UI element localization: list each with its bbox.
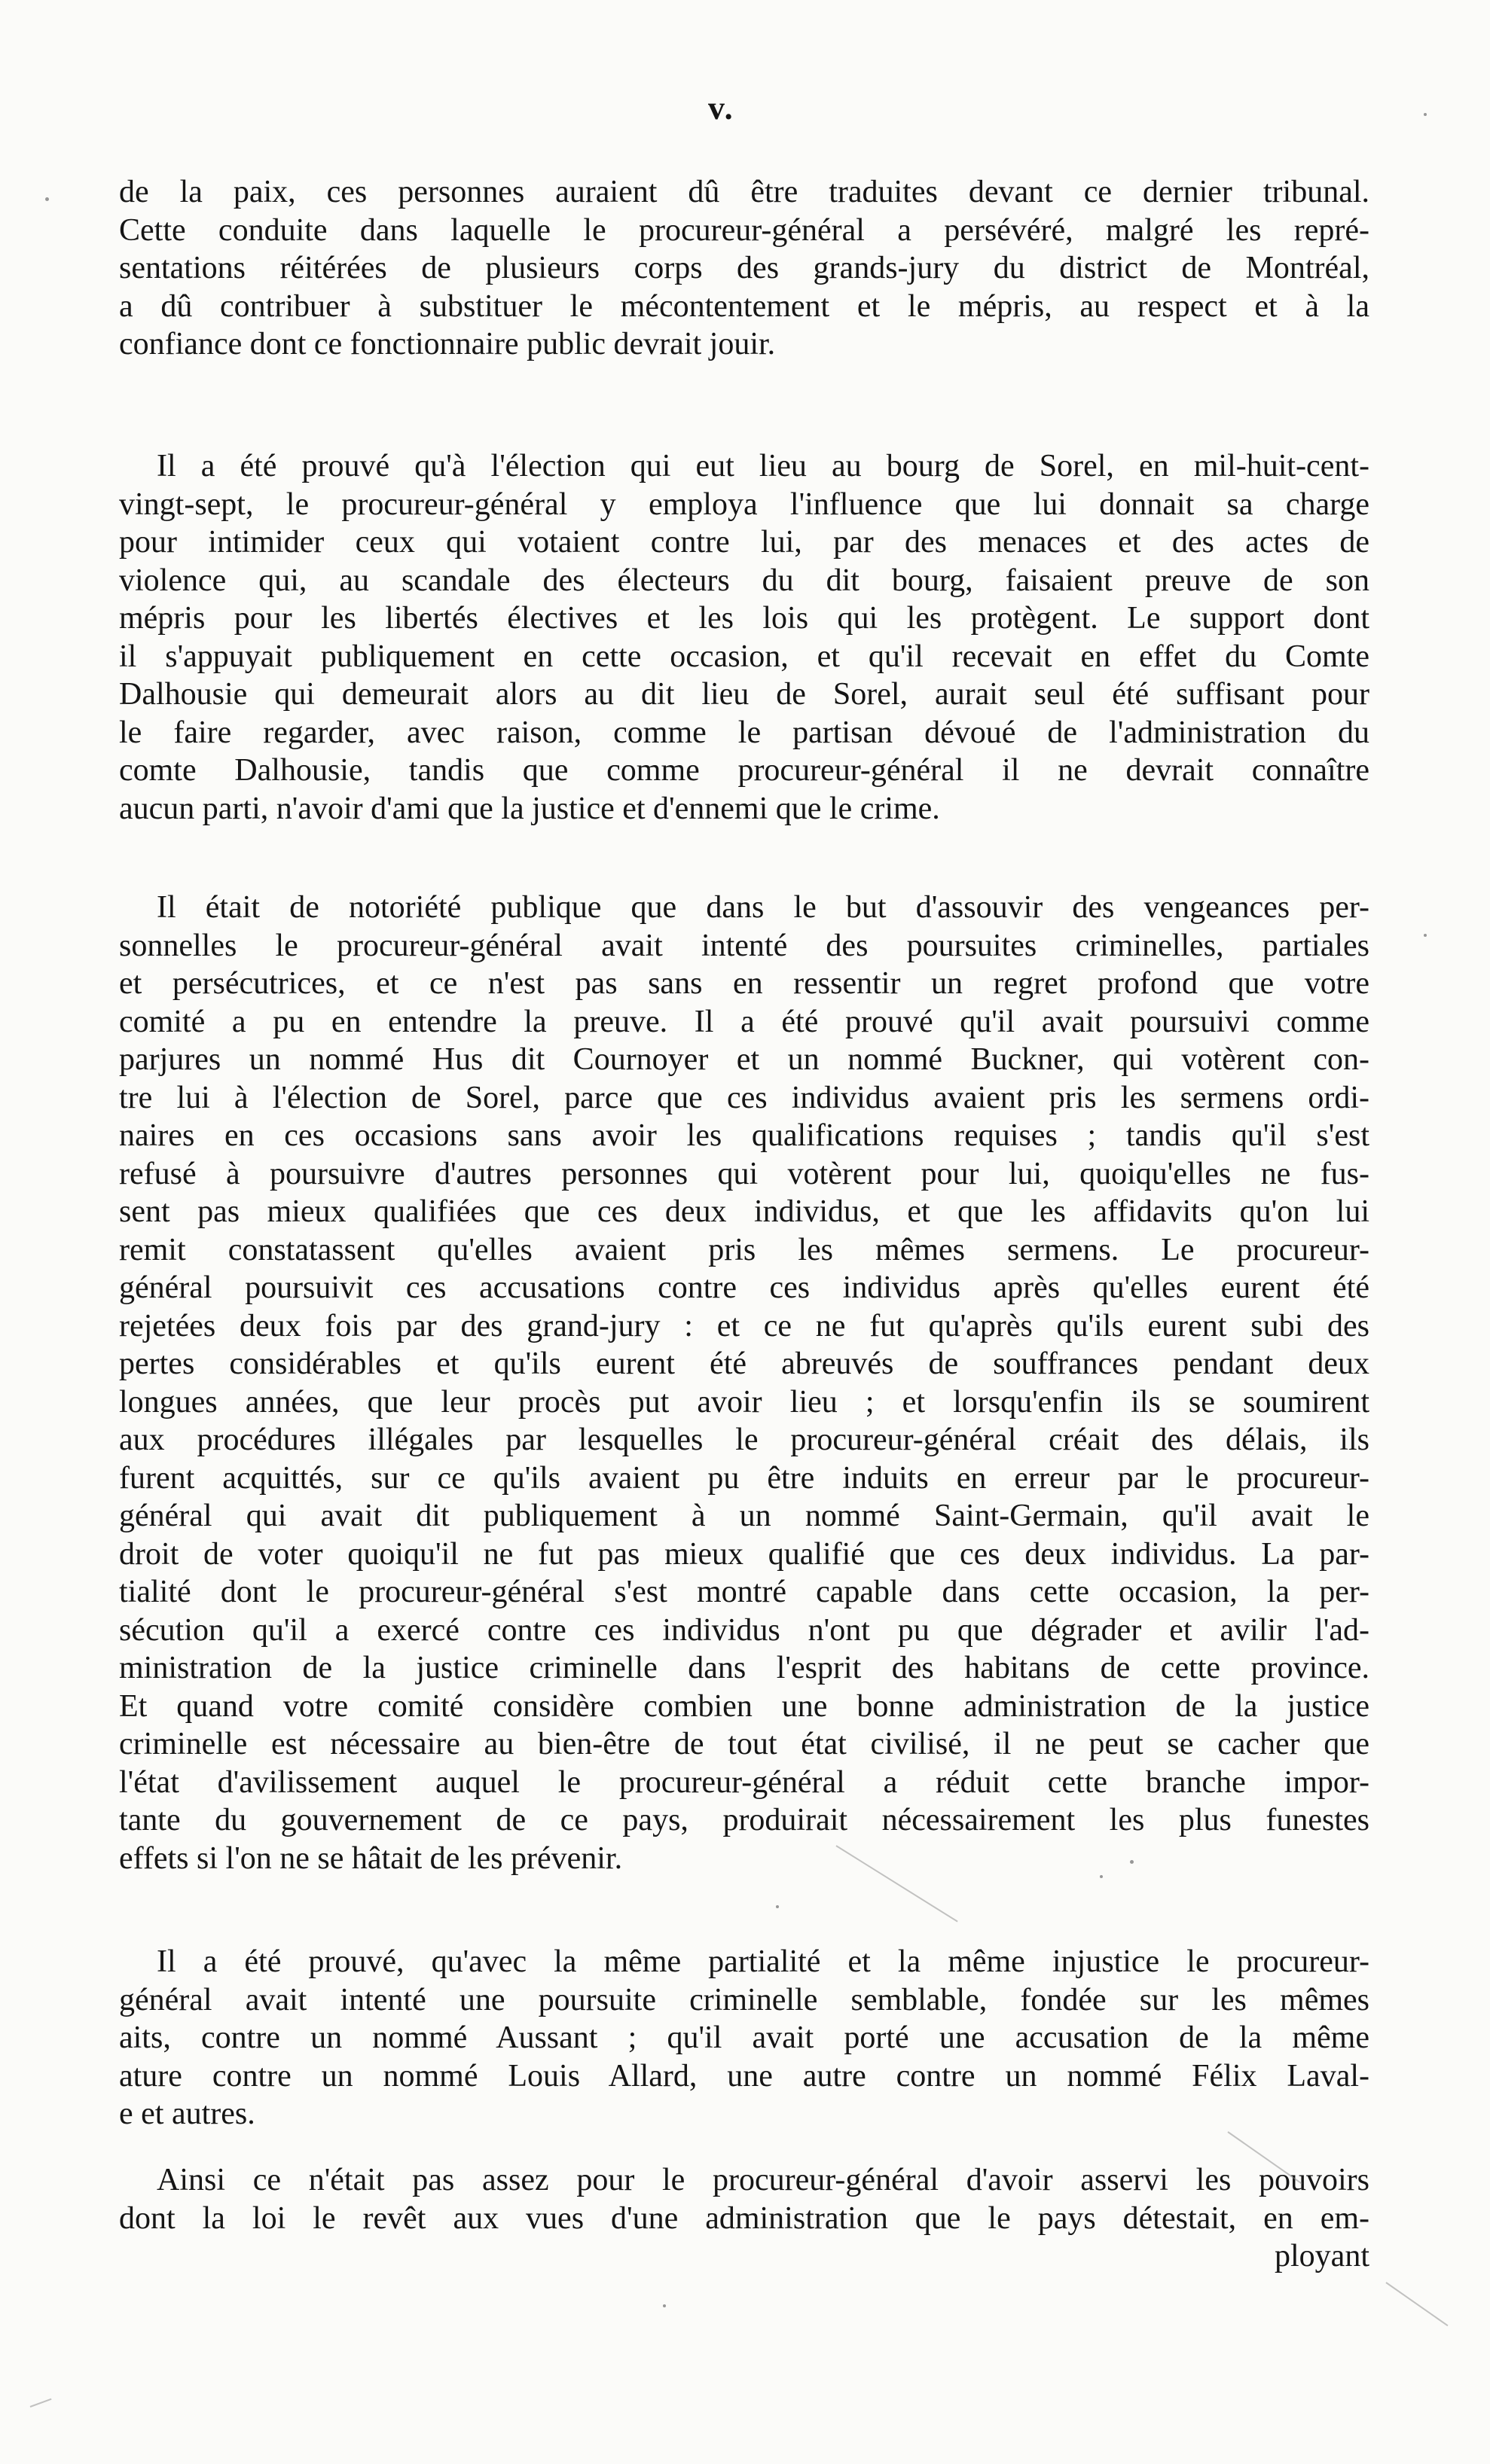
text-line: l'état d'avilissement auquel le procureur-général a réduit cette branche impor-: [119, 1764, 1369, 1800]
text-line: le faire regarder, avec raison, comme le partisan dévoué de l'administration du: [119, 715, 1369, 750]
text-line: Et quand votre comité considère combien une bonne administration de la justice: [119, 1688, 1369, 1724]
text-line: Il était de notoriété publique que dans le but d'assouvir des vengeances per-: [157, 890, 1369, 925]
text-line: Il a été prouvé qu'à l'élection qui eut lieu au bourg de Sorel, en mil-huit-cent-: [157, 449, 1369, 483]
text-line: pour intimider ceux qui votaient contre lui, par des menaces et des actes de: [119, 525, 1369, 560]
text-line: Cette conduite dans laquelle le procureur-général a persévéré, malgré les repré-: [119, 212, 1369, 248]
text-line: Il a été prouvé, qu'avec la même partialité et la même injustice le procureur-: [157, 1944, 1369, 1979]
text-line: de la paix, ces personnes auraient dû être traduites devant ce dernier tribunal.: [119, 175, 1369, 209]
paragraph-4: [119, 1943, 1369, 2133]
text-line: général qui avait dit publiquement à un nommé Saint-Germain, qu'il avait le: [119, 1499, 1369, 1533]
text-line: aux procédures illégales par lesquelles le procureur-général créait des délais, ils: [119, 1423, 1369, 1457]
text-line: criminelle est nécessaire au bien-être de tout état civilisé, il ne peut se cacher que: [119, 1727, 1369, 1761]
scan-streak: [1385, 2282, 1448, 2326]
text-line: ministration de la justice criminelle dans l'esprit des habitans de cette province.: [119, 1651, 1369, 1685]
text-line: a dû contribuer à substituer le mécontentement et le mépris, au respect et à la: [119, 288, 1369, 324]
text-line: parjures un nommé Hus dit Cournoyer et un nommé Buckner, qui votèrent con-: [119, 1042, 1369, 1077]
text-line: sécution qu'il a exercé contre ces individus n'ont pu que dégrader et avilir l'ad-: [119, 1612, 1369, 1648]
text-line: effets si l'on ne se hâtait de les prévenir.: [119, 1840, 623, 1876]
scan-speck: [1130, 1860, 1134, 1864]
text-line: furent acquittés, sur ce qu'ils avaient pu être induits en erreur par le procureur-: [119, 1460, 1369, 1496]
scan-speck: [663, 2304, 666, 2307]
text-line: vingt-sept, le procureur-général y employa l'influence que lui donnait sa charge: [119, 486, 1369, 522]
text-line: aucun parti, n'avoir d'ami que la justice et d'ennemi que le crime.: [119, 791, 940, 826]
paragraph-3: [119, 889, 1369, 1877]
text-line: violence qui, au scandale des électeurs du dit bourg, faisaient preuve de son: [119, 563, 1369, 598]
scan-speck: [45, 197, 49, 201]
text-line: général poursuivit ces accusations contre ces individus après qu'elles eurent été: [119, 1270, 1369, 1305]
text-line: général avait intenté une poursuite criminelle semblable, fondée sur les mêmes: [119, 1982, 1369, 2017]
text-line: refusé à poursuivre d'autres personnes qui votèrent pour lui, quoiqu'elles ne fus-: [119, 1156, 1369, 1191]
catchword: ployant: [1275, 2239, 1369, 2273]
text-line: naires en ces occasions sans avoir les qualifications requises ; tandis qu'il s'est: [119, 1118, 1369, 1153]
text-line: ature contre un nommé Louis Allard, une autre contre un nommé Félix Laval-: [119, 2058, 1369, 2093]
scan-speck: [776, 1905, 779, 1908]
text-line: comte Dalhousie, tandis que comme procureur-général il ne devrait connaître: [119, 753, 1369, 788]
text-line: aits, contre un nommé Aussant ; qu'il avait porté une accusation de la même: [119, 2020, 1369, 2055]
scan-speck: [1424, 934, 1427, 937]
text-line: Ainsi ce n'était pas assez pour le procureur-général d'avoir asservi les pouvoirs: [157, 2163, 1369, 2197]
text-line: comité a pu en entendre la preuve. Il a été prouvé qu'il avait poursuivi comme: [119, 1004, 1369, 1039]
text-line: rejetées deux fois par des grand-jury : et ce ne fut qu'après qu'ils eurent subi des: [119, 1308, 1369, 1343]
text-line: sonnelles le procureur-général avait intenté des poursuites criminelles, partiales: [119, 928, 1369, 963]
text-line: remit constatassent qu'elles avaient pris les mêmes sermens. Le procureur-: [119, 1232, 1369, 1267]
page-number: v.: [708, 90, 734, 127]
paragraph-5: [119, 2161, 1369, 2276]
text-line: il s'appuyait publiquement en cette occasion, et qu'il recevait en effet du Comte: [119, 639, 1369, 674]
text-line: tialité dont le procureur-général s'est montré capable dans cette occasion, la per-: [119, 1575, 1369, 1609]
text-line: droit de voter quoiqu'il ne fut pas mieux qualifié que ces deux individus. La par-: [119, 1536, 1369, 1572]
scan-speck: [1100, 1875, 1103, 1878]
text-line: sent pas mieux qualifiées que ces deux individus, et que les affidavits qu'on lui: [119, 1194, 1369, 1229]
text-line: dont la loi le revêt aux vues d'une administration que le pays détestait, en em-: [119, 2200, 1369, 2236]
text-line: sentations réitérées de plusieurs corps des grands-jury du district de Montréal,: [119, 251, 1369, 285]
scan-speck: [1424, 113, 1427, 116]
text-line: tante du gouvernement de ce pays, produirait nécessairement les plus funestes: [119, 1803, 1369, 1837]
paragraph-2: [119, 447, 1369, 828]
text-line: mépris pour les libertés électives et les lois qui les protègent. Le support dont: [119, 601, 1369, 636]
paragraph-1: [119, 173, 1369, 364]
text-line: et persécutrices, et ce n'est pas sans en ressentir un regret profond que votre: [119, 966, 1369, 1001]
text-line: longues années, que leur procès put avoir lieu ; et lorsqu'enfin ils se soumirent: [119, 1384, 1369, 1420]
text-line: confiance dont ce fonctionnaire public devrait jouir.: [119, 327, 776, 361]
text-line: Dalhousie qui demeurait alors au dit lieu de Sorel, aurait seul été suffisant pour: [119, 677, 1369, 712]
text-line: pertes considérables et qu'ils eurent été abreuvés de souffrances pendant deux: [119, 1346, 1369, 1381]
text-line: e et autres.: [119, 2097, 255, 2131]
text-line: tre lui à l'élection de Sorel, parce que ces individus avaient pris les sermens ordi-: [119, 1080, 1369, 1115]
scan-streak: [30, 2398, 52, 2408]
